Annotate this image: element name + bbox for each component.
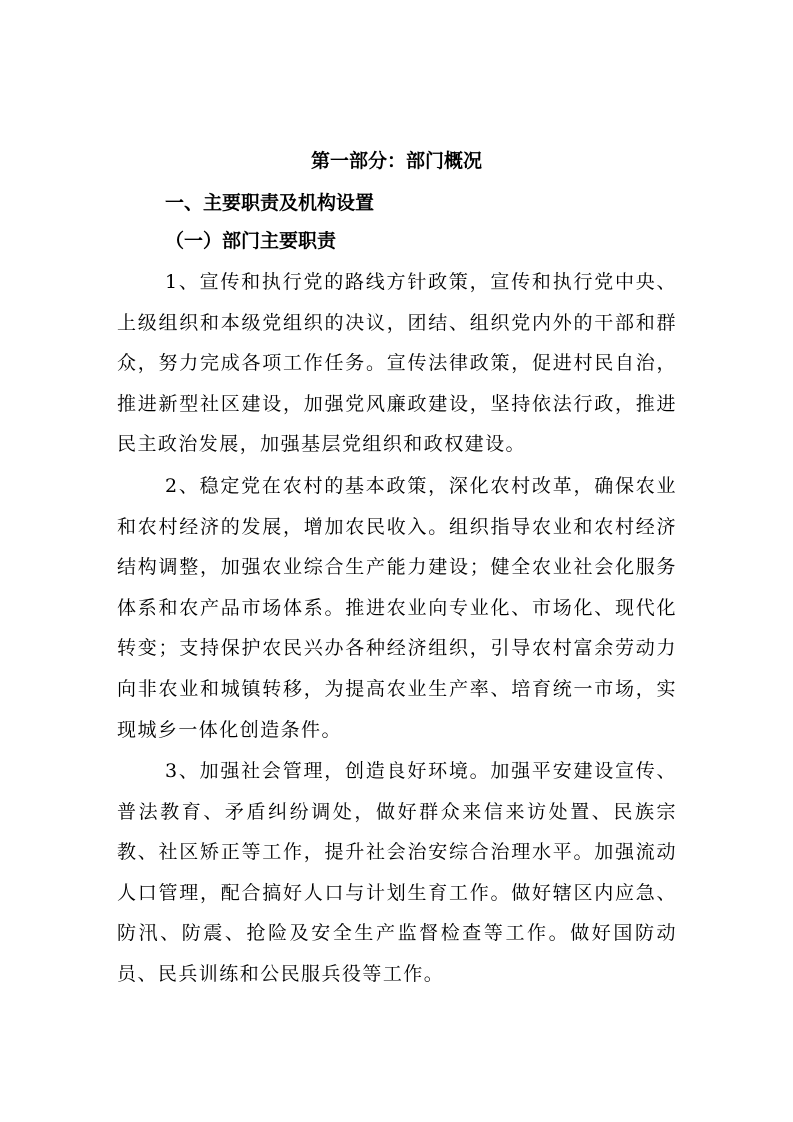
section-title: 一、主要职责及机构设置 — [165, 192, 375, 214]
paragraph-1-block — [117, 262, 677, 465]
paragraph-2: 2、稳定党在农村的基本政策，深化农村改革，确保农业和农村经济的发展，增加农民收入。组织指导农业和农村经济结构调整，加强农业综合生产能力建设；健全农业社会化服务体系和农产品市场体系。推进农业向专业化、市场化、现代化转变；支持保护农民兴办各种经济组织，引导农村富余劳动力向非农业和城镇转移，为提高农业生产率、培育统一市场，实现城乡一体化创造条件。 — [117, 475, 677, 741]
paragraph-1: 1、宣传和执行党的路线方针政策，宣传和执行党中央、上级组织和本级党组织的决议，团结、组织党内外的干部和群众，努力完成各项工作任务。宣传法律政策，促进村民自治，推进新型社区建设，加强党风廉政建设，坚持依法行政，推进民主政治发展，加强基层党组织和政权建设。 — [117, 271, 677, 456]
subsection-title: （一）部门主要职责 — [165, 230, 337, 252]
paragraph-2-block — [117, 466, 677, 750]
part-title: 第一部分：部门概况 — [310, 150, 482, 172]
paragraph-3: 3、加强社会管理，创造良好环境。加强平安建设宣传、普法教育、矛盾纠纷调处，做好群众来信来访处置、民族宗教、社区矫正等工作，提升社会治安综合治理水平。加强流动人口管理，配合搞好人口与计划生育工作。做好辖区内应急、防汛、防震、抢险及安全生产监督检查等工作。做好国防动员、民兵训练和公民服兵役等工作。 — [117, 760, 677, 985]
paragraph-3-block — [117, 751, 677, 995]
